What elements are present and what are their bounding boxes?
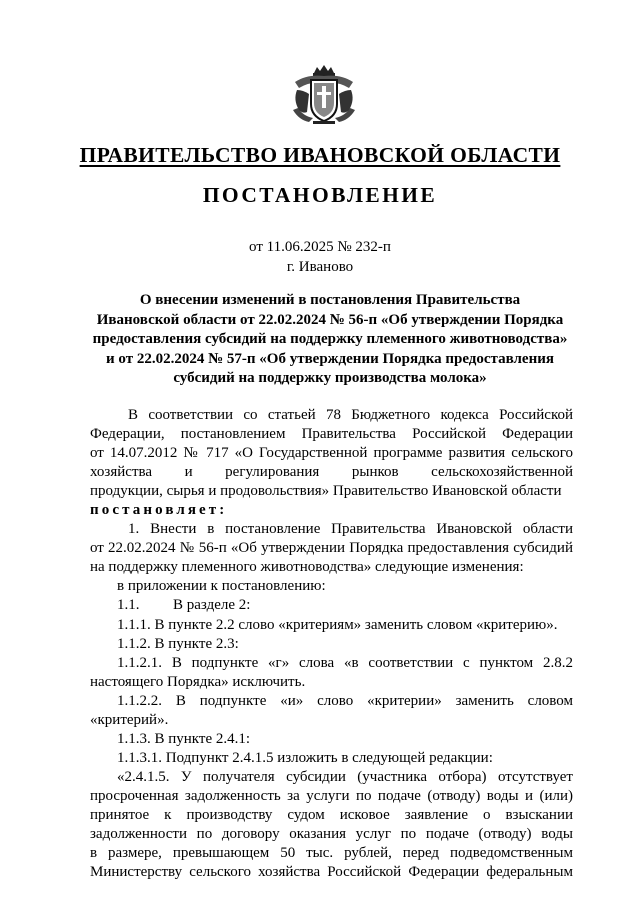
- title-line: О внесении изменений в постановления Правительства: [139, 292, 521, 308]
- title-line: Ивановской области от 22.02.2024 № 56-п «Об утверждении Порядка: [96, 311, 564, 328]
- coat-of-arms-icon: [289, 64, 359, 126]
- body-line: 1.1.2. В пункте 2.3:: [117, 635, 239, 652]
- body-line: 1.1.1. В пункте 2.2 слово «критериям» заменить словом «критерию».: [117, 616, 558, 633]
- body-line: продукции, сырья и продовольствия» Правительство Ивановской области: [90, 483, 562, 500]
- decree-word: постановляет:: [90, 502, 228, 519]
- organization-name: ПРАВИТЕЛЬСТВО ИВАНОВСКОЙ ОБЛАСТИ: [79, 143, 561, 167]
- body-line: Министерству сельского хозяйства Российской Федерации федеральным: [90, 864, 573, 881]
- body-line: «критерий».: [90, 711, 169, 728]
- body-line: 1. Внести в постановление Правительства Ивановской области: [128, 521, 573, 538]
- body-line: в приложении к постановлению:: [117, 578, 326, 595]
- body-line: Федерации, постановлением Правительства Российской Федерации: [90, 426, 573, 443]
- body-line: от 22.02.2024 № 56-п «Об утверждении Порядка предоставления субсидий: [90, 540, 573, 557]
- item-text: В разделе 2:: [173, 597, 251, 614]
- body-line: в размере, превышающем 50 тыс. рублей, перед подведомственным: [90, 845, 573, 862]
- body-line: 1.1.3. В пункте 2.4.1:: [117, 730, 251, 747]
- body-line: от 14.07.2012 № 717 «О Государственной программе развития сельского: [90, 445, 573, 462]
- date-number: от 11.06.2025 № 232-п: [249, 239, 391, 255]
- body-line: настоящего Порядка» исключить.: [90, 673, 306, 690]
- item-number: 1.1.: [117, 597, 140, 614]
- body-line: задолженности по договору оказания услуг по подаче (отводу) воды: [90, 826, 573, 843]
- body-line: 1.1.2.1. В подпункте «г» слова «в соответствии с пунктом 2.8.2: [117, 654, 573, 671]
- title-line: субсидий на поддержку производства молока»: [173, 370, 487, 387]
- body-line: на поддержку племенного животноводства» следующие изменения:: [90, 559, 524, 576]
- document-body: [90, 406, 573, 882]
- city: г. Иваново: [286, 259, 354, 275]
- body-line: принятое к производству судом исковое заявление о взыскании: [90, 806, 573, 823]
- document-title: [82, 291, 578, 389]
- body-line: 1.1.2.2. В подпункте «и» слово «критерии» заменить словом: [117, 692, 573, 709]
- document-type: ПОСТАНОВЛЕНИЕ: [202, 183, 438, 207]
- title-line: предоставления субсидий на поддержку племенного животноводства»: [92, 331, 568, 348]
- body-line: 1.1.3.1. Подпункт 2.4.1.5 изложить в следующей редакции:: [117, 749, 493, 766]
- body-line: [90, 596, 573, 615]
- body-line: хозяйства и регулирования рынков сельскохозяйственной: [90, 464, 573, 481]
- title-line: и от 22.02.2024 № 57-п «Об утверждении Порядка предоставления: [106, 350, 554, 367]
- body-line: «2.4.1.5. У получателя субсидии (участника отбора) отсутствует: [117, 768, 573, 785]
- body-line: просроченная задолженность за услуги по подаче (отводу) воды и (или): [90, 787, 573, 804]
- body-line: В соответствии со статьей 78 Бюджетного кодекса Российской: [128, 407, 573, 423]
